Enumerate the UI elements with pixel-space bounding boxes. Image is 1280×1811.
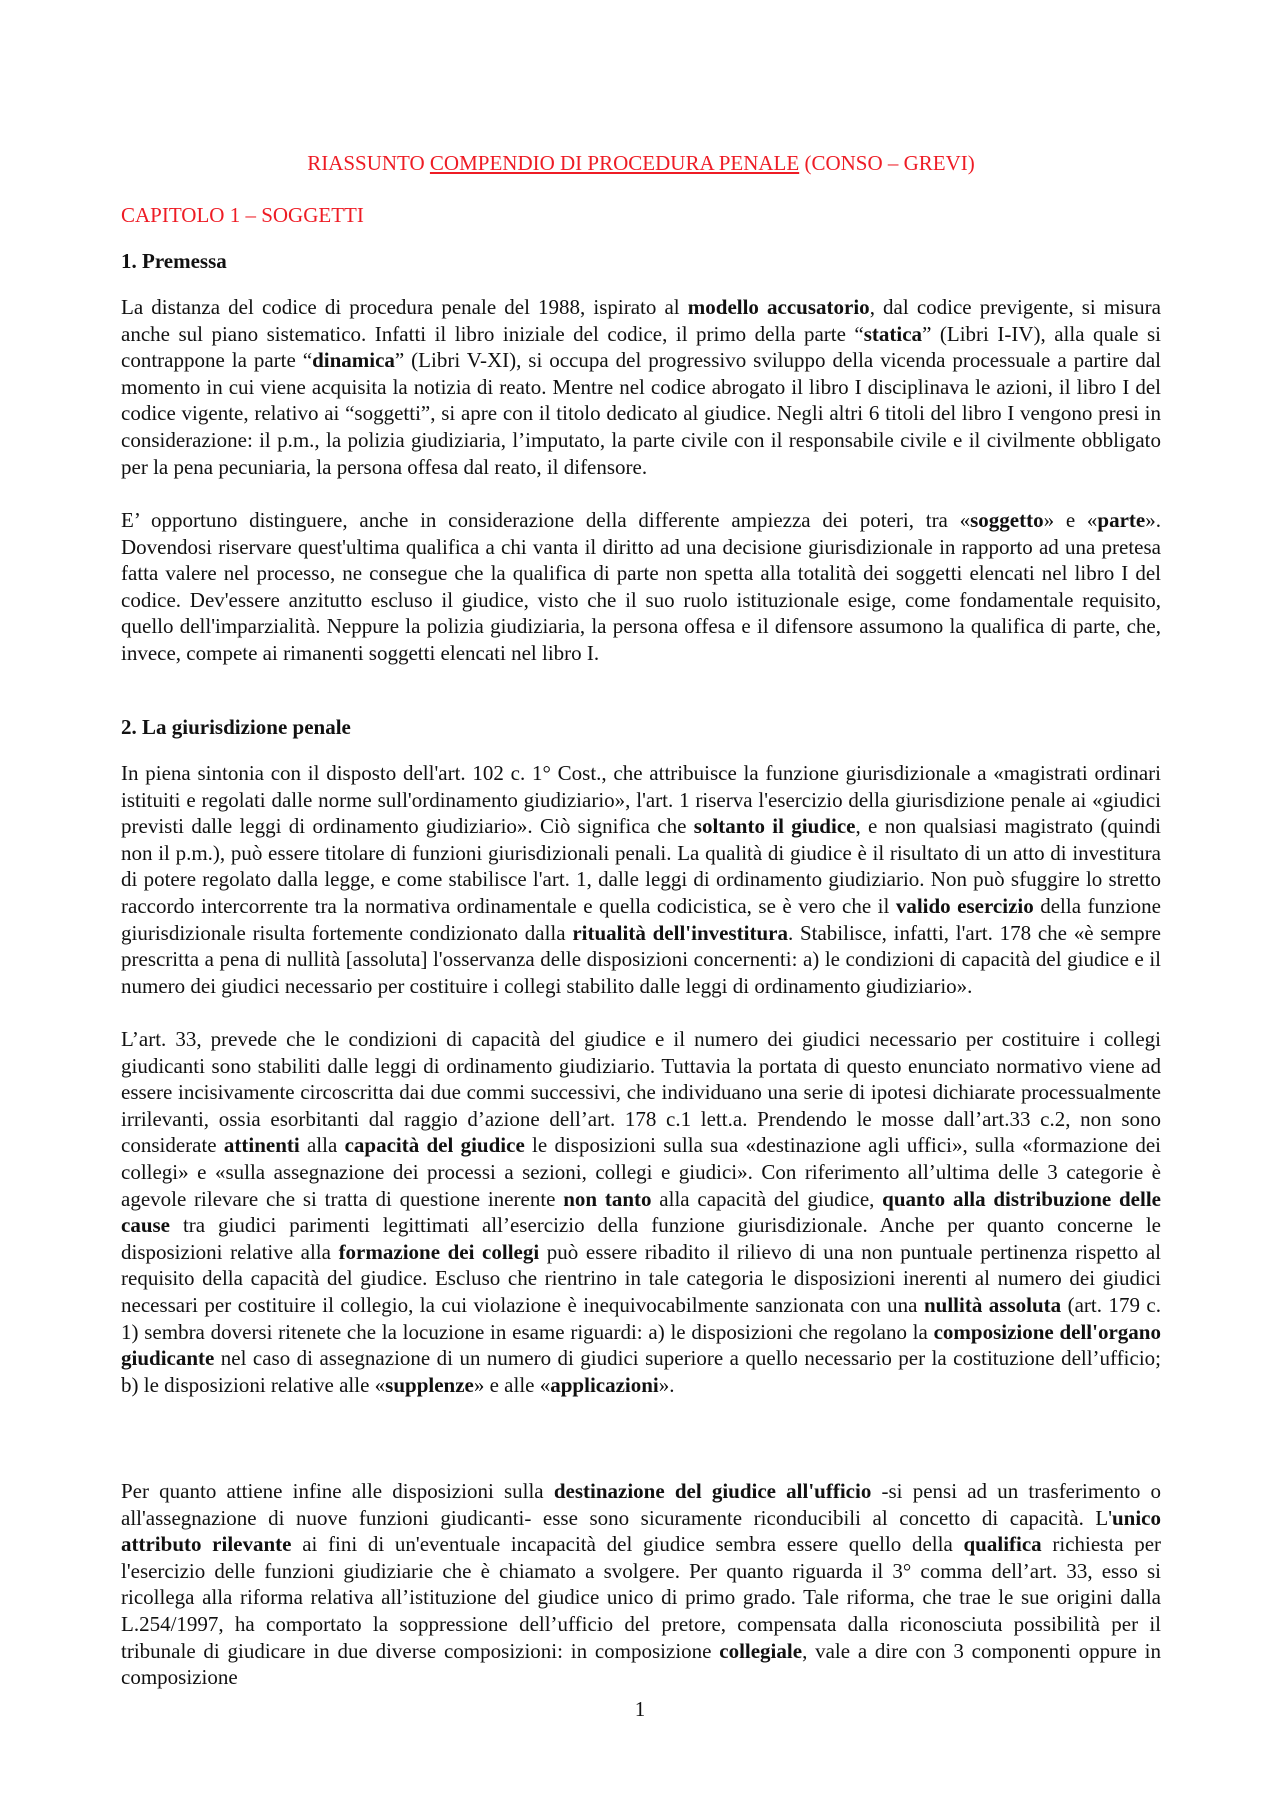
text-run: ». <box>658 1372 675 1397</box>
paragraph-premessa-1 <box>121 294 1161 480</box>
page-content <box>121 150 1162 1690</box>
text-run: alla capacità del giudice, <box>651 1186 883 1211</box>
text-run: tra giudici parimenti legittimati all’esercizio della funzione giurisdizionale. Anche per quanto concerne le disposizioni relative alla <box>121 1213 1161 1264</box>
paragraph-premessa-2 <box>121 507 1161 667</box>
bold-term: parte <box>1097 508 1146 532</box>
bold-term: modello accusatorio <box>687 295 870 319</box>
paragraph-giurisdizione-2 <box>121 1026 1161 1398</box>
bold-term: collegiale <box>719 1638 803 1663</box>
text-run: le disposizioni sulla sua «destinazione agli uffici», sulla «formazione dei collegi» e «sulla assegnazione dei processi a sezioni, collegi e giudici». Con riferimento all’ultima delle 3 categorie è agevole rilevare che si tratta di questione inerente <box>121 1133 1162 1211</box>
text-run: -si pensi ad un trasferimento o all'assegnazione di nuove funzioni giudicanti- esse sono sicuramente riconducibili al concetto di capacità. L' <box>121 1479 1161 1530</box>
text-run: ” (Libri V-XI), si occupa del progressivo sviluppo della vicenda processuale a partire dal momento in cui viene acquisita la notizia di reato. Mentre nel codice abrogato il libro I disciplinava le azioni, il libro I del codice vigente, relativo ai “soggetti”, si apre con il titolo dedicato al giudice. Negli altri 6 titoli del libro I vengono presi in considerazione: il p.m., la polizia giudiziaria, l’imputato, la parte civile con il responsabile civile e il civilmente obbligato per la pena pecuniaria, la persona offesa dal reato, il difensore. <box>121 348 1161 479</box>
text-run: (art. 179 c. 1) sembra doversi ritenete che la locuzione in esame riguardi: a) le disposizioni che regolano la <box>121 1292 1161 1344</box>
text-run: In piena sintonia con il disposto dell'art. 102 c. 1° Cost., che attribuisce la funzione giurisdizionale a «magistrati ordinari istituiti e regolati dalle norme sull'ordinamento giudiziario», l'art. 1 riserva l'esercizio della giurisdizione penale ai «giudici previsti dalle leggi di ordinamento giudiziario». Ciò significa che <box>121 761 1161 839</box>
bold-term: soltanto il giudice <box>693 814 856 839</box>
bold-term: non tanto <box>563 1186 652 1211</box>
bold-term: formazione dei collegi <box>338 1239 540 1264</box>
text-run: alla <box>299 1133 345 1158</box>
text-run: L’art. 33, prevede che le condizioni di capacità del giudice e il numero dei giudici necessario per costituire i collegi giudicanti sono stabiliti dalle leggi di ordinamento giudiziario. Tuttavia la portata di questo enunciato normativo viene ad essere incisivamente circoscritta dai due commi successivi, che individuano una serie di ipotesi dichiarate processualmente irrilevanti, ossia esorbitanti dal raggio d’azione dell’art. 178 c.1 lett.a. Prendendo le mosse dall’art.33 c.2, non sono considerate <box>121 1027 1161 1158</box>
text-run: » e alle « <box>473 1372 551 1397</box>
text-run: , e non qualsiasi magistrato (quindi non il p.m.), può essere titolare di funzioni giurisdizionali penali. La qualità di giudice è il risultato di un atto di investitura di potere regolato dalla legge, e come stabilisce l'art. 1, dalle leggi di ordinamento giudiziario. Non può sfuggire lo stretto raccordo intercorrente tra la normativa ordinamentale e quella codicistica, se è vero che il <box>121 814 1162 918</box>
text-run: , dal codice previgente, si misura anche sul piano sistematico. Infatti il libro iniziale del codice, il primo della parte “ <box>121 295 1161 346</box>
text-run: , vale a dire con 3 componenti oppure in composizione <box>121 1638 1161 1690</box>
document-title <box>121 150 1161 176</box>
bold-term: soggetto <box>970 508 1044 532</box>
bold-term: quanto alla distribuzione delle cause <box>121 1186 1161 1238</box>
bold-term: capacità del giudice <box>344 1133 525 1158</box>
text-run: Per quanto attiene infine alle disposizioni sulla <box>121 1479 554 1503</box>
text-run: nel caso di assegnazione di un numero di giudici superiore a quello necessario per la costituzione dell’ufficio; b) le disposizioni relative alle « <box>121 1346 1161 1397</box>
bold-term: ritualità dell'investitura <box>572 920 788 945</box>
bold-term: composizione dell'organo giudicante <box>121 1319 1161 1371</box>
bold-term: valido esercizio <box>895 893 1034 918</box>
page-number: 1 <box>634 1697 646 1721</box>
title-authors: (CONSO – GREVI) <box>799 151 975 175</box>
bold-term: destinazione del giudice all'ufficio <box>553 1479 872 1503</box>
text-run: La distanza del codice di procedura penale del 1988, ispirato al <box>121 295 688 319</box>
title-prefix: RIASSUNTO <box>307 151 430 175</box>
text-run: » e « <box>1043 508 1098 532</box>
text-run: ” (Libri I-IV), alla quale si contrappone la parte “ <box>121 321 1161 373</box>
chapter-heading: CAPITOLO 1 – SOGGETTI <box>121 203 364 227</box>
text-run: della funzione giurisdizionale risulta fortemente condizionato dalla <box>121 893 1162 945</box>
bold-term: attinenti <box>223 1133 300 1158</box>
paragraph-giurisdizione-3 <box>121 1478 1161 1691</box>
text-run: può essere ribadito il rilievo di una non puntuale pertinenza rispetto al requisito della capacità del giudice. Escluso che rientrino in tale categoria le disposizioni inerenti al numero dei giudici necessari per costituire il collegio, la cui violazione è inequivocabilmente sanzionata con una <box>121 1239 1161 1317</box>
bold-term: unico attributo rilevante <box>121 1505 1161 1557</box>
text-run: ». Dovendosi riservare quest'ultima qualifica a chi vanta il diritto ad una decisione giurisdizionale in rapporto ad una pretesa fatta valere nel processo, ne consegue che la qualifica di parte non spetta alla totalità dei soggetti elencati nel libro I del codice. Dev'essere anzitutto escluso il giudice, visto che il suo ruolo istituzionale esige, come fondamentale requisito, quello dell'imparzialità. Neppure la polizia giudiziaria, la persona offesa e il difensore assumono la qualifica di parte, che, invece, compete ai rimanenti soggetti elencati nel libro I. <box>121 508 1161 665</box>
bold-term: dinamica <box>312 348 395 373</box>
bold-term: qualifica <box>963 1532 1042 1557</box>
section-heading-giurisdizione: 2. La giurisdizione penale <box>121 715 351 739</box>
section-heading-premessa: 1. Premessa <box>121 249 227 273</box>
text-run: ai fini di un'eventuale incapacità del giudice sembra essere quello della <box>291 1532 964 1557</box>
bold-term: applicazioni <box>550 1372 659 1397</box>
text-run: richiesta per l'esercizio delle funzioni giudiziarie che è chiamato a svolgere. Per quanto riguarda il 3° comma dell’art. 33, esso si ricollega alla riforma relativa all’istituzione del giudice unico di primo grado. Tale riforma, che trae le sue origini dalla L.254/1997, ha comportato la soppressione dell’ufficio del pretore, compensata dalla riconosciuta possibilità per il tribunale di giudicare in due diverse composizioni: in composizione <box>121 1532 1162 1663</box>
bold-term: statica <box>863 321 923 346</box>
bold-term: supplenze <box>385 1372 474 1397</box>
bold-term: nullità assoluta <box>923 1292 1062 1317</box>
paragraph-giurisdizione-1 <box>121 760 1161 999</box>
title-book-name: COMPENDIO DI PROCEDURA PENALE <box>429 151 800 175</box>
text-run: E’ opportuno distinguere, anche in considerazione della differente ampiezza dei poteri, tra « <box>121 508 971 532</box>
text-run: . Stabilisce, infatti, l'art. 178 che «è sempre prescritta a pena di nullità [assoluta] l'osservanza delle disposizioni concernenti: a) le condizioni di capacità del giudice e il numero dei giudici necessario per costituire i collegi stabilito dalle leggi di ordinamento giudiziario». <box>121 920 1161 998</box>
